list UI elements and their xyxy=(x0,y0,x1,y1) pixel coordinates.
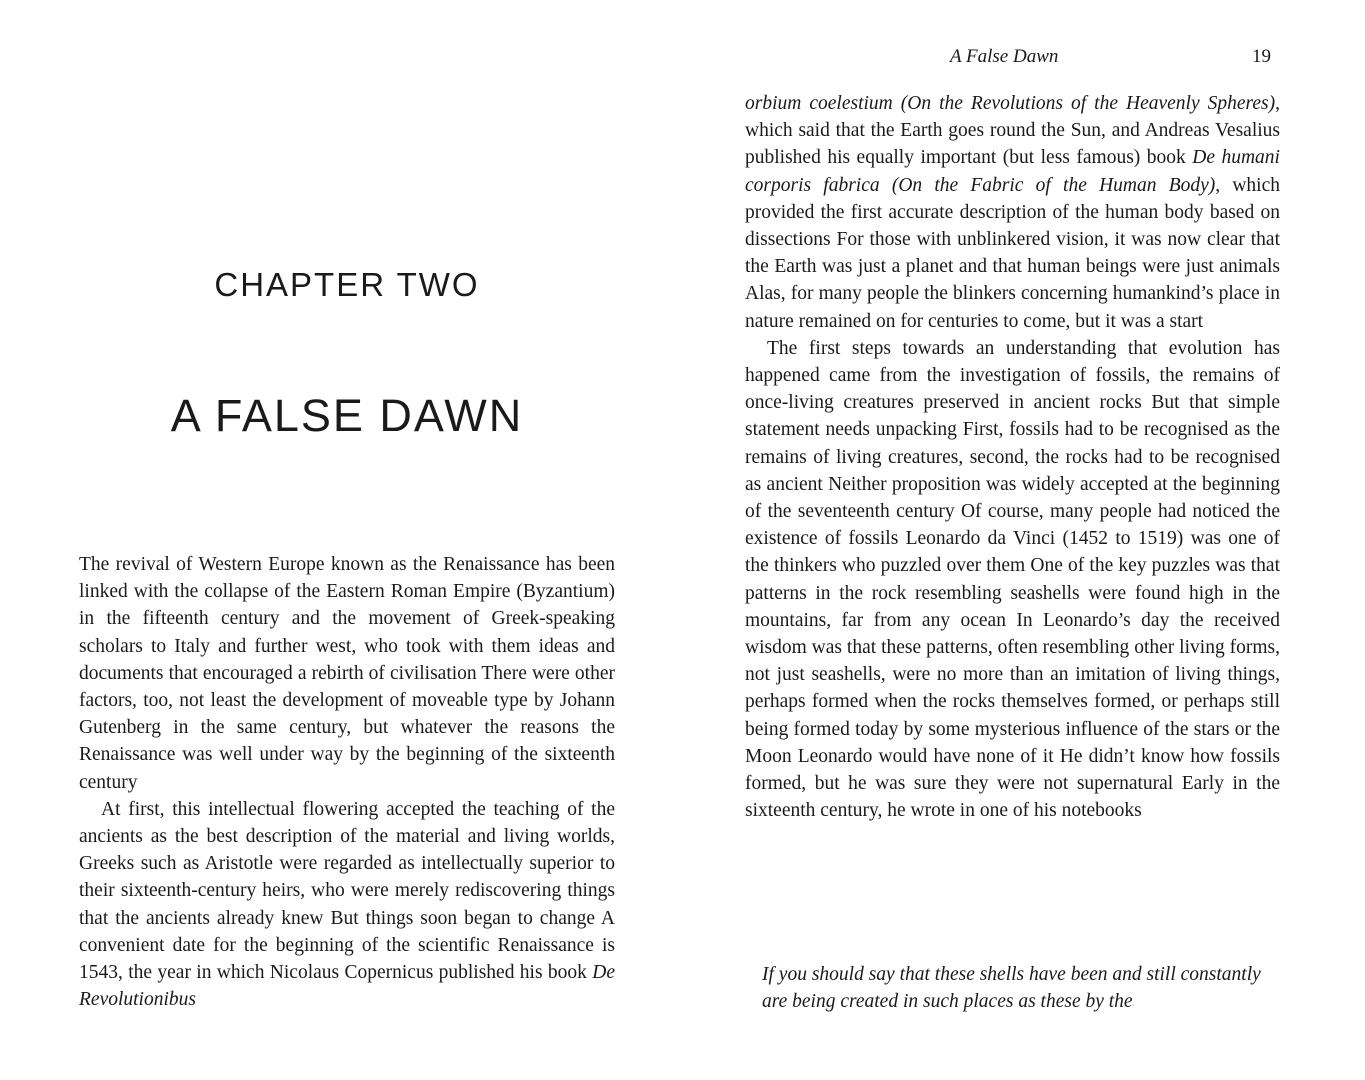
block-quote: If you should say that these shells have been and still constantly are being created in such places as these by the xyxy=(762,964,1261,1013)
book-title-orbium: orbium coelestium (On the Revolutions of the Heavenly Spheres) xyxy=(745,93,1276,114)
right-page xyxy=(682,0,1365,1080)
chapter-title: A FALSE DAWN xyxy=(170,390,524,441)
right-paragraph-1-text-2: , which provided the first accurate description of the human body based on dissections For those with unblinkered vision, it was now clear that the Earth was just a planet and that human beings were just animals Alas, for many people the blinkers concerning humankind’s place in nature remained on for centuries to come, but it was a start xyxy=(745,174,1281,332)
chapter-label: CHAPTER TWO xyxy=(214,266,480,303)
left-body-text xyxy=(79,551,615,1013)
right-paragraph-2: The first steps towards an understanding that evolution has happened came from the investigation of fossils, the remains of once-living creatures preserved in ancient rocks But that simple statement needs unpacking First, fossils had to be recognised as the remains of living creatures, second, the rocks had to be recognised as ancient Neither proposition was widely accepted at the beginning of the seventeenth century Of course, many people had noticed the existence of fossils Leonardo da Vinci (1452 to 1519) was one of the thinkers who puzzled over them One of the key puzzles was that patterns in the rock resembling seashells were found high in the mountains, far from any ocean In Leonardo’s day the received wisdom was that these patterns, often resembling other living forms, not just seashells, were no more than an imitation of living things, perhaps formed when the rocks themselves formed, or perhaps still being formed today by some mysterious influence of the stars or the Moon Leonardo would have none of it He didn’t know how fossils formed, but he was sure they were not supernatural Early in the sixteenth century, he wrote in one of his notebooks xyxy=(745,337,1280,822)
right-paragraph-1 xyxy=(745,90,1280,335)
left-page xyxy=(0,0,682,1080)
right-body-text xyxy=(745,90,1280,824)
running-head: A False Dawn xyxy=(950,46,1059,67)
book-title-de-revolutionibus: De Revolutionibus xyxy=(79,962,615,1011)
book-title-de-humani: De humani corporis fabrica (On the Fabric of the Human Body) xyxy=(745,147,1280,196)
right-paragraph-1-text-1: , which said that the Earth goes round the Sun, and Andreas Vesalius published his equally important (but less famous) book xyxy=(745,93,1280,169)
left-paragraph-1: The revival of Western Europe known as the Renaissance has been linked with the collapse of the Eastern Roman Empire (Byzantium) in the fifteenth century and the movement of Greek-speaking scholars to Italy and further west, who took with them ideas and documents that encouraged a rebirth of civilisation There were other factors, too, not least the development of moveable type by Johann Gutenberg in the same century, but whatever the reasons the Renaissance was well under way by the beginning of the sixteenth century xyxy=(79,554,615,793)
page-number: 19 xyxy=(1252,46,1271,67)
left-paragraph-2-text: At first, this intellectual flowering accepted the teaching of the ancients as the best description of the material and living worlds, Greeks such as Aristotle were regarded as intellectually superior to their sixteenth-century heirs, who were merely rediscovering things that the ancients already knew But things soon began to change A convenient date for the beginning of the scientific Renaissance is 1543, the year in which Nicolaus Copernicus published his book xyxy=(79,798,615,984)
left-paragraph-2 xyxy=(79,796,615,1014)
